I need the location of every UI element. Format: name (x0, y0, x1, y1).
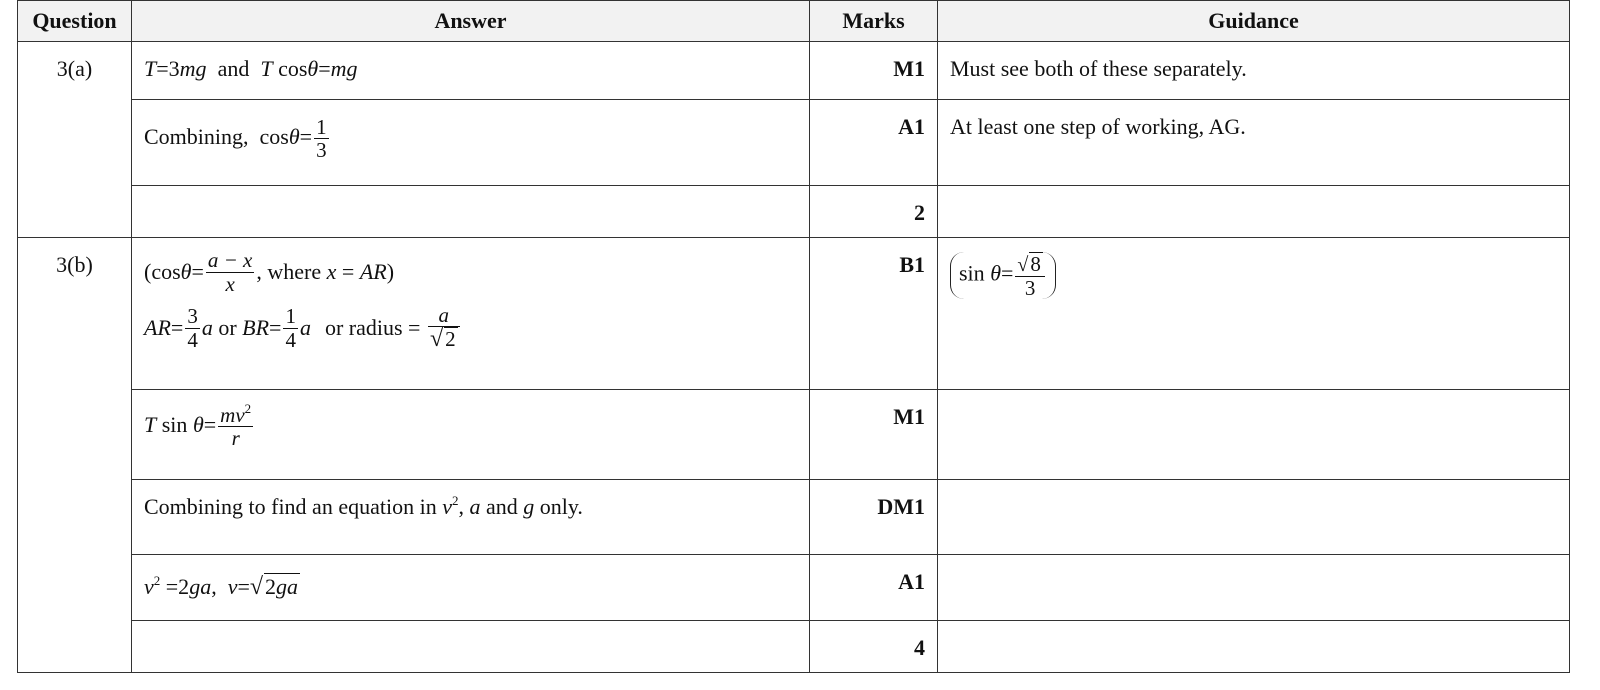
answer-cell (132, 555, 810, 621)
mark-value: M1 (810, 42, 938, 100)
guidance-equation: sin θ= $\frac{√8}{3}$ (950, 252, 1056, 299)
header-row (18, 1, 1570, 42)
question-label: 3(b) (18, 238, 132, 673)
answer-equation: $v^2 =2ga$, v=√2ga (144, 573, 299, 600)
fraction: $\frac{3}{4}$ (187, 304, 198, 352)
header-marks: Marks (810, 1, 938, 42)
answer-cell (132, 390, 810, 480)
table-row (18, 480, 1570, 555)
mark-value: A1 (810, 100, 938, 186)
answer-equation: AR = $\frac{3}{4}$ a or BR = $\frac{1}{4}$ a or radius = $\frac{a}{√2}$ (144, 302, 797, 354)
mark-value: M1 (810, 390, 938, 480)
answer-cell (132, 100, 810, 186)
table-row (18, 621, 1570, 673)
mark-total: 4 (810, 621, 938, 673)
guidance-cell (938, 480, 1570, 555)
table-row (18, 390, 1570, 480)
guidance-cell (938, 390, 1570, 480)
guidance-cell (938, 186, 1570, 238)
answer-equation: Combining, cosθ= $\frac{1}{3}$ (144, 115, 327, 163)
mark-value: A1 (810, 555, 938, 621)
fraction: $\frac{mv^2}{r}$ (220, 401, 252, 451)
answer-cell (132, 621, 810, 673)
answer-equation: (cos θ = $\frac{a - x}{x}$ , where x = AR ) (144, 248, 395, 296)
answer-cell (132, 480, 810, 555)
answer-equation: T sin θ= $\frac{mv^2}{r}$ (144, 401, 252, 451)
fraction: $\frac{1}{4}$ (285, 304, 296, 352)
guidance-text: At least one step of working, AG. (938, 100, 1570, 186)
mark-value: DM1 (810, 480, 938, 555)
mark-total: 2 (810, 186, 938, 238)
answer-text: Combining to find an equation in $v^2$, a and g only. (144, 493, 583, 519)
answer-cell (132, 42, 810, 100)
fraction: $\frac{1}{3}$ (316, 115, 327, 163)
header-guidance: Guidance (938, 1, 1570, 42)
fraction: $\frac{a}{√2}$ (428, 304, 460, 352)
mark-value: B1 (810, 238, 938, 390)
guidance-cell (938, 555, 1570, 621)
answer-cell (132, 238, 810, 390)
question-label: 3(a) (18, 42, 132, 238)
answer-equation: T=3mg and T cosθ=mg (144, 56, 358, 81)
header-question: Question (18, 1, 132, 42)
table-row (18, 100, 1570, 186)
fraction: $\frac{√8}{3}$ (1015, 252, 1044, 299)
table-row (18, 42, 1570, 100)
table-row (18, 555, 1570, 621)
guidance-cell (938, 621, 1570, 673)
mark-scheme-table (17, 0, 1570, 673)
header-answer: Answer (132, 1, 810, 42)
table-row (18, 186, 1570, 238)
answer-cell (132, 186, 810, 238)
fraction: $\frac{a - x}{x}$ (207, 248, 253, 296)
table-row (18, 238, 1570, 390)
guidance-text: Must see both of these separately. (938, 42, 1570, 100)
guidance-cell (938, 238, 1570, 390)
